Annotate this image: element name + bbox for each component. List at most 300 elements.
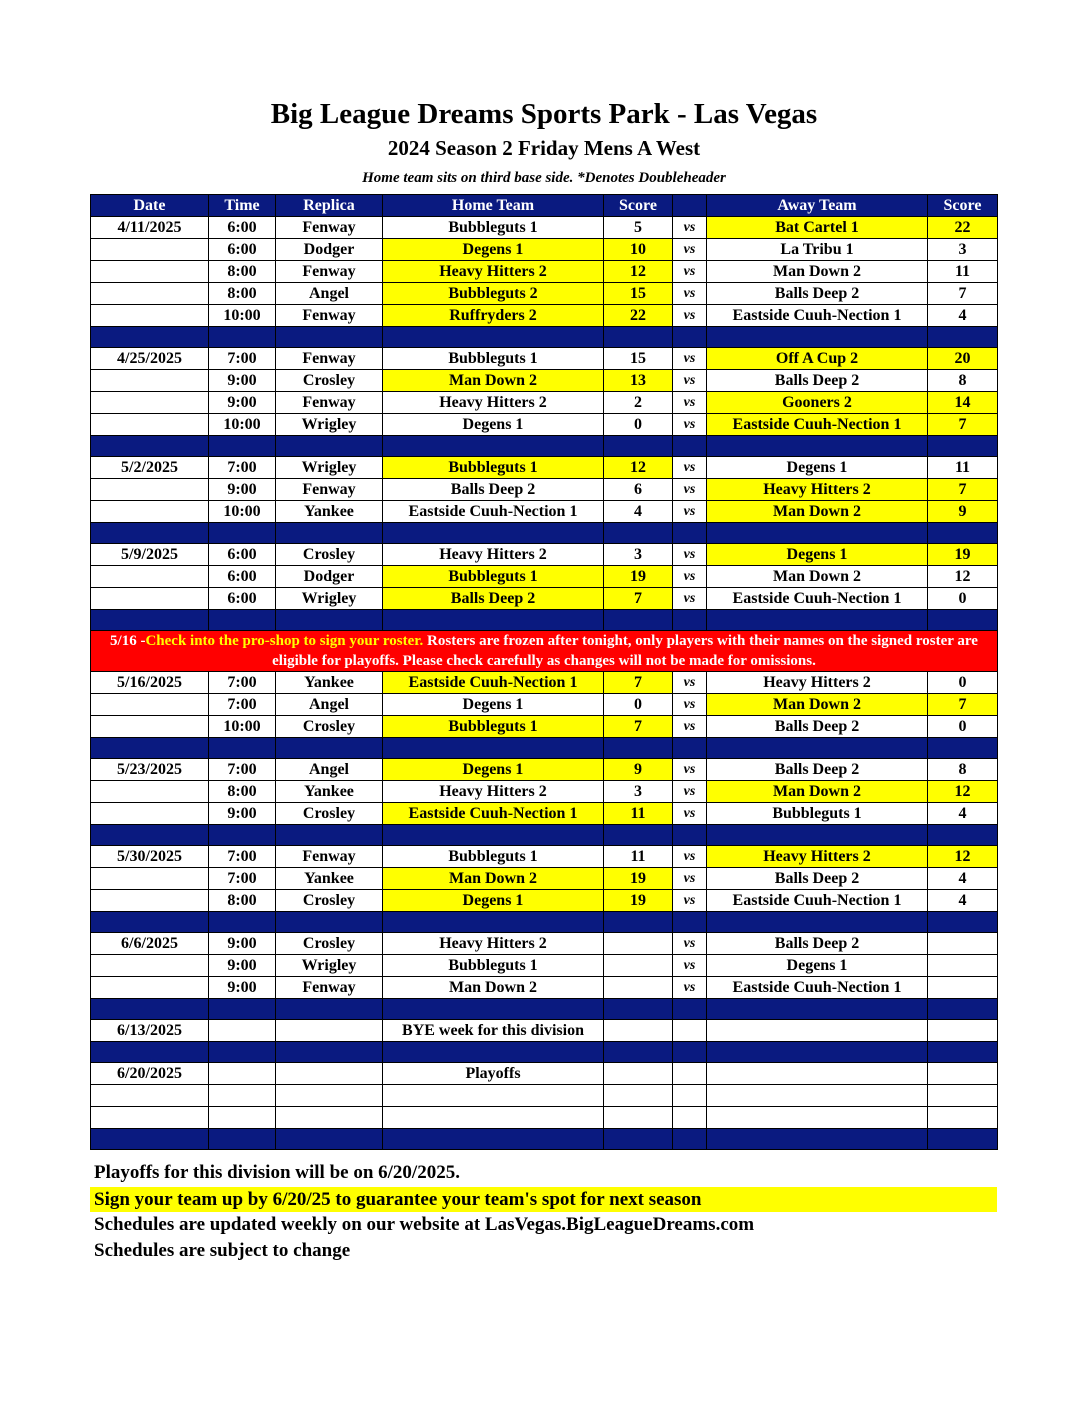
vs-label: vs bbox=[673, 261, 707, 283]
notice-date: 5/16 - bbox=[110, 633, 146, 649]
separator-cell bbox=[209, 999, 276, 1020]
separator-cell bbox=[604, 436, 673, 457]
separator-cell bbox=[604, 912, 673, 933]
away-team: Gooners 2 bbox=[707, 392, 928, 414]
separator-cell bbox=[276, 1129, 383, 1150]
game-time: 6:00 bbox=[209, 588, 276, 610]
week-separator-row bbox=[91, 912, 998, 933]
week-separator-row bbox=[91, 610, 998, 631]
away-score bbox=[928, 1085, 998, 1107]
game-time: 8:00 bbox=[209, 261, 276, 283]
game-field: Fenway bbox=[276, 305, 383, 327]
home-score bbox=[604, 1020, 673, 1042]
game-field: Fenway bbox=[276, 261, 383, 283]
game-field: Crosley bbox=[276, 890, 383, 912]
away-score: 0 bbox=[928, 716, 998, 738]
game-time: 6:00 bbox=[209, 239, 276, 261]
away-team: Heavy Hitters 2 bbox=[707, 479, 928, 501]
away-score: 8 bbox=[928, 370, 998, 392]
separator-cell bbox=[91, 738, 209, 759]
game-date bbox=[91, 305, 209, 327]
game-row bbox=[91, 544, 998, 566]
game-field: Dodger bbox=[276, 239, 383, 261]
game-row bbox=[91, 672, 998, 694]
game-field: Yankee bbox=[276, 501, 383, 523]
week-separator-row bbox=[91, 436, 998, 457]
separator-cell bbox=[707, 912, 928, 933]
vs-label: vs bbox=[673, 955, 707, 977]
separator-cell bbox=[209, 436, 276, 457]
col-replica-header: Replica bbox=[276, 195, 383, 217]
vs-label bbox=[673, 1063, 707, 1085]
separator-cell bbox=[673, 610, 707, 631]
game-date: 5/9/2025 bbox=[91, 544, 209, 566]
home-score: 15 bbox=[604, 283, 673, 305]
separator-cell bbox=[91, 610, 209, 631]
home-team: Playoffs bbox=[383, 1063, 604, 1085]
game-row bbox=[91, 457, 998, 479]
separator-cell bbox=[209, 738, 276, 759]
away-team: Eastside Cuuh-Nection 1 bbox=[707, 977, 928, 999]
separator-cell bbox=[928, 436, 998, 457]
game-field: Crosley bbox=[276, 933, 383, 955]
game-row bbox=[91, 781, 998, 803]
game-time: 8:00 bbox=[209, 781, 276, 803]
home-team: Heavy Hitters 2 bbox=[383, 781, 604, 803]
separator-cell bbox=[673, 523, 707, 544]
game-row bbox=[91, 890, 998, 912]
separator-cell bbox=[91, 825, 209, 846]
game-field: Crosley bbox=[276, 716, 383, 738]
separator-cell bbox=[383, 327, 604, 348]
game-field: Wrigley bbox=[276, 457, 383, 479]
away-team: Eastside Cuuh-Nection 1 bbox=[707, 305, 928, 327]
away-team: Man Down 2 bbox=[707, 261, 928, 283]
game-date: 6/20/2025 bbox=[91, 1063, 209, 1085]
away-team bbox=[707, 1107, 928, 1129]
game-row bbox=[91, 239, 998, 261]
home-score bbox=[604, 955, 673, 977]
separator-cell bbox=[673, 999, 707, 1020]
game-row bbox=[91, 955, 998, 977]
away-team: La Tribu 1 bbox=[707, 239, 928, 261]
home-score bbox=[604, 1085, 673, 1107]
away-score: 20 bbox=[928, 348, 998, 370]
game-date bbox=[91, 694, 209, 716]
home-score: 7 bbox=[604, 672, 673, 694]
game-date bbox=[91, 955, 209, 977]
col-time-header: Time bbox=[209, 195, 276, 217]
game-time: 7:00 bbox=[209, 868, 276, 890]
vs-label: vs bbox=[673, 544, 707, 566]
game-row bbox=[91, 305, 998, 327]
separator-cell bbox=[276, 523, 383, 544]
separator-cell bbox=[707, 738, 928, 759]
roster-notice-row bbox=[91, 631, 998, 672]
home-score: 22 bbox=[604, 305, 673, 327]
game-row bbox=[91, 1085, 998, 1107]
game-field: Crosley bbox=[276, 803, 383, 825]
vs-label: vs bbox=[673, 781, 707, 803]
col-date-header: Date bbox=[91, 195, 209, 217]
home-score: 9 bbox=[604, 759, 673, 781]
week-separator-row bbox=[91, 1042, 998, 1063]
away-score: 12 bbox=[928, 846, 998, 868]
separator-cell bbox=[276, 912, 383, 933]
away-team: Man Down 2 bbox=[707, 501, 928, 523]
game-time: 7:00 bbox=[209, 348, 276, 370]
separator-cell bbox=[604, 610, 673, 631]
away-score: 4 bbox=[928, 803, 998, 825]
game-time: 9:00 bbox=[209, 977, 276, 999]
separator-cell bbox=[383, 738, 604, 759]
game-field: Yankee bbox=[276, 672, 383, 694]
away-team: Bat Cartel 1 bbox=[707, 217, 928, 239]
away-team: Man Down 2 bbox=[707, 781, 928, 803]
separator-cell bbox=[91, 523, 209, 544]
home-team: Degens 1 bbox=[383, 239, 604, 261]
game-date bbox=[91, 392, 209, 414]
home-team: Eastside Cuuh-Nection 1 bbox=[383, 501, 604, 523]
game-time: 10:00 bbox=[209, 716, 276, 738]
separator-cell bbox=[707, 436, 928, 457]
separator-cell bbox=[707, 523, 928, 544]
away-team: Degens 1 bbox=[707, 544, 928, 566]
separator-cell bbox=[707, 825, 928, 846]
vs-label: vs bbox=[673, 846, 707, 868]
away-score: 0 bbox=[928, 672, 998, 694]
header-row bbox=[91, 195, 998, 217]
away-score: 8 bbox=[928, 759, 998, 781]
separator-cell bbox=[673, 436, 707, 457]
separator-cell bbox=[928, 1129, 998, 1150]
page-note: Home team sits on third base side. *Denotes Doubleheader bbox=[362, 170, 726, 186]
home-score bbox=[604, 1107, 673, 1129]
game-date: 5/30/2025 bbox=[91, 846, 209, 868]
home-score: 19 bbox=[604, 868, 673, 890]
home-team: Eastside Cuuh-Nection 1 bbox=[383, 803, 604, 825]
game-date: 6/13/2025 bbox=[91, 1020, 209, 1042]
home-score: 11 bbox=[604, 846, 673, 868]
game-time: 10:00 bbox=[209, 414, 276, 436]
game-date bbox=[91, 1107, 209, 1129]
vs-label: vs bbox=[673, 348, 707, 370]
home-team: Degens 1 bbox=[383, 694, 604, 716]
separator-cell bbox=[928, 825, 998, 846]
game-date bbox=[91, 566, 209, 588]
home-score: 0 bbox=[604, 414, 673, 436]
home-team: Bubbleguts 1 bbox=[383, 955, 604, 977]
separator-cell bbox=[276, 327, 383, 348]
home-team: Man Down 2 bbox=[383, 868, 604, 890]
game-time: 9:00 bbox=[209, 933, 276, 955]
separator-cell bbox=[383, 610, 604, 631]
col-away-score-header: Score bbox=[928, 195, 998, 217]
separator-cell bbox=[383, 1042, 604, 1063]
separator-cell bbox=[383, 523, 604, 544]
vs-label: vs bbox=[673, 566, 707, 588]
game-field: Fenway bbox=[276, 977, 383, 999]
separator-cell bbox=[707, 610, 928, 631]
away-score bbox=[928, 1020, 998, 1042]
separator-cell bbox=[928, 1042, 998, 1063]
separator-cell bbox=[928, 738, 998, 759]
away-team: Eastside Cuuh-Nection 1 bbox=[707, 414, 928, 436]
notice-highlight: Check into the pro-shop to sign your roster. bbox=[145, 633, 424, 649]
game-row bbox=[91, 479, 998, 501]
separator-cell bbox=[276, 1042, 383, 1063]
game-time: 6:00 bbox=[209, 566, 276, 588]
game-field: Wrigley bbox=[276, 955, 383, 977]
game-time: 9:00 bbox=[209, 479, 276, 501]
home-score bbox=[604, 933, 673, 955]
game-field: Angel bbox=[276, 759, 383, 781]
separator-cell bbox=[209, 1042, 276, 1063]
game-date bbox=[91, 283, 209, 305]
separator-cell bbox=[91, 1129, 209, 1150]
game-date bbox=[91, 588, 209, 610]
game-date bbox=[91, 803, 209, 825]
away-team: Heavy Hitters 2 bbox=[707, 846, 928, 868]
away-team: Eastside Cuuh-Nection 1 bbox=[707, 588, 928, 610]
game-date bbox=[91, 716, 209, 738]
vs-label: vs bbox=[673, 933, 707, 955]
away-score: 0 bbox=[928, 588, 998, 610]
home-team: Man Down 2 bbox=[383, 977, 604, 999]
game-date bbox=[91, 501, 209, 523]
separator-cell bbox=[673, 1042, 707, 1063]
separator-cell bbox=[604, 523, 673, 544]
game-date bbox=[91, 868, 209, 890]
away-team: Degens 1 bbox=[707, 457, 928, 479]
separator-cell bbox=[928, 523, 998, 544]
game-field bbox=[276, 1107, 383, 1129]
vs-label: vs bbox=[673, 890, 707, 912]
game-date bbox=[91, 1085, 209, 1107]
separator-cell bbox=[91, 999, 209, 1020]
separator-cell bbox=[928, 999, 998, 1020]
vs-label: vs bbox=[673, 672, 707, 694]
home-score bbox=[604, 1063, 673, 1085]
game-time bbox=[209, 1085, 276, 1107]
away-score: 4 bbox=[928, 868, 998, 890]
separator-cell bbox=[604, 825, 673, 846]
vs-label: vs bbox=[673, 479, 707, 501]
away-score: 4 bbox=[928, 305, 998, 327]
away-score: 19 bbox=[928, 544, 998, 566]
game-time: 7:00 bbox=[209, 846, 276, 868]
away-team: Balls Deep 2 bbox=[707, 759, 928, 781]
game-row bbox=[91, 1020, 998, 1042]
away-score bbox=[928, 1063, 998, 1085]
away-team: Off A Cup 2 bbox=[707, 348, 928, 370]
away-score: 7 bbox=[928, 694, 998, 716]
game-time bbox=[209, 1020, 276, 1042]
game-time: 7:00 bbox=[209, 457, 276, 479]
separator-cell bbox=[91, 912, 209, 933]
away-score: 7 bbox=[928, 479, 998, 501]
separator-cell bbox=[673, 825, 707, 846]
home-score: 6 bbox=[604, 479, 673, 501]
game-field: Dodger bbox=[276, 566, 383, 588]
game-row bbox=[91, 392, 998, 414]
vs-label: vs bbox=[673, 759, 707, 781]
separator-cell bbox=[209, 825, 276, 846]
separator-cell bbox=[383, 999, 604, 1020]
away-team: Man Down 2 bbox=[707, 694, 928, 716]
away-team: Balls Deep 2 bbox=[707, 933, 928, 955]
away-team: Balls Deep 2 bbox=[707, 283, 928, 305]
home-score: 12 bbox=[604, 457, 673, 479]
game-field: Wrigley bbox=[276, 588, 383, 610]
game-row bbox=[91, 1063, 998, 1085]
game-field: Fenway bbox=[276, 348, 383, 370]
separator-cell bbox=[91, 1042, 209, 1063]
game-field: Wrigley bbox=[276, 414, 383, 436]
game-field: Fenway bbox=[276, 479, 383, 501]
game-date: 6/6/2025 bbox=[91, 933, 209, 955]
away-team bbox=[707, 1020, 928, 1042]
game-date bbox=[91, 890, 209, 912]
home-score: 2 bbox=[604, 392, 673, 414]
game-row bbox=[91, 588, 998, 610]
away-team: Degens 1 bbox=[707, 955, 928, 977]
away-score: 7 bbox=[928, 414, 998, 436]
separator-cell bbox=[707, 327, 928, 348]
home-score bbox=[604, 977, 673, 999]
game-date: 5/2/2025 bbox=[91, 457, 209, 479]
home-team: Bubbleguts 1 bbox=[383, 457, 604, 479]
game-time: 6:00 bbox=[209, 544, 276, 566]
home-team: Heavy Hitters 2 bbox=[383, 261, 604, 283]
game-row bbox=[91, 977, 998, 999]
separator-cell bbox=[604, 738, 673, 759]
home-team: Degens 1 bbox=[383, 414, 604, 436]
home-team: Bubbleguts 1 bbox=[383, 217, 604, 239]
vs-label: vs bbox=[673, 283, 707, 305]
game-time: 7:00 bbox=[209, 672, 276, 694]
separator-cell bbox=[276, 436, 383, 457]
home-team: Eastside Cuuh-Nection 1 bbox=[383, 672, 604, 694]
home-team: Degens 1 bbox=[383, 890, 604, 912]
game-time: 6:00 bbox=[209, 217, 276, 239]
away-score: 12 bbox=[928, 566, 998, 588]
game-row bbox=[91, 348, 998, 370]
separator-cell bbox=[604, 999, 673, 1020]
game-time: 8:00 bbox=[209, 890, 276, 912]
game-row bbox=[91, 933, 998, 955]
game-time: 9:00 bbox=[209, 803, 276, 825]
separator-cell bbox=[209, 610, 276, 631]
game-field: Fenway bbox=[276, 217, 383, 239]
home-team: Heavy Hitters 2 bbox=[383, 544, 604, 566]
home-team: Heavy Hitters 2 bbox=[383, 933, 604, 955]
game-row bbox=[91, 501, 998, 523]
vs-label: vs bbox=[673, 716, 707, 738]
separator-cell bbox=[91, 436, 209, 457]
game-row bbox=[91, 283, 998, 305]
away-score: 22 bbox=[928, 217, 998, 239]
vs-label: vs bbox=[673, 414, 707, 436]
vs-label: vs bbox=[673, 694, 707, 716]
game-row bbox=[91, 370, 998, 392]
page-subtitle: 2024 Season 2 Friday Mens A West bbox=[387, 136, 701, 160]
game-date bbox=[91, 414, 209, 436]
game-row bbox=[91, 694, 998, 716]
game-row bbox=[91, 261, 998, 283]
vs-label: vs bbox=[673, 501, 707, 523]
vs-label: vs bbox=[673, 305, 707, 327]
separator-cell bbox=[209, 523, 276, 544]
separator-cell bbox=[383, 1129, 604, 1150]
game-date: 4/25/2025 bbox=[91, 348, 209, 370]
separator-cell bbox=[209, 327, 276, 348]
away-team bbox=[707, 1085, 928, 1107]
game-field: Fenway bbox=[276, 846, 383, 868]
week-separator-row bbox=[91, 738, 998, 759]
home-score: 10 bbox=[604, 239, 673, 261]
week-separator-row bbox=[91, 999, 998, 1020]
home-score: 7 bbox=[604, 588, 673, 610]
away-score bbox=[928, 933, 998, 955]
home-team: Bubbleguts 2 bbox=[383, 283, 604, 305]
game-time: 9:00 bbox=[209, 392, 276, 414]
game-field bbox=[276, 1085, 383, 1107]
separator-cell bbox=[673, 912, 707, 933]
game-row bbox=[91, 759, 998, 781]
home-score: 12 bbox=[604, 261, 673, 283]
game-date bbox=[91, 977, 209, 999]
game-date: 5/16/2025 bbox=[91, 672, 209, 694]
away-score: 4 bbox=[928, 890, 998, 912]
home-team: Bubbleguts 1 bbox=[383, 348, 604, 370]
separator-cell bbox=[928, 610, 998, 631]
home-score: 0 bbox=[604, 694, 673, 716]
separator-cell bbox=[91, 327, 209, 348]
away-score: 11 bbox=[928, 261, 998, 283]
week-separator-row bbox=[91, 1129, 998, 1150]
game-row bbox=[91, 414, 998, 436]
game-field: Angel bbox=[276, 694, 383, 716]
home-team: Bubbleguts 1 bbox=[383, 716, 604, 738]
home-team: Man Down 2 bbox=[383, 370, 604, 392]
separator-cell bbox=[604, 1042, 673, 1063]
game-row bbox=[91, 803, 998, 825]
game-field: Yankee bbox=[276, 781, 383, 803]
home-score: 15 bbox=[604, 348, 673, 370]
home-score: 5 bbox=[604, 217, 673, 239]
game-row bbox=[91, 716, 998, 738]
game-field: Angel bbox=[276, 283, 383, 305]
separator-cell bbox=[928, 327, 998, 348]
game-time: 8:00 bbox=[209, 283, 276, 305]
vs-label: vs bbox=[673, 803, 707, 825]
notice-text: Rosters are frozen after tonight, only players with their names on the signed roster are eligible for playoffs. Please check carefully as changes will not be made for omissions. bbox=[272, 633, 978, 669]
away-score: 9 bbox=[928, 501, 998, 523]
away-team: Balls Deep 2 bbox=[707, 716, 928, 738]
footer-playoffs-note: Playoffs for this division will be on 6/20/2025. bbox=[94, 1162, 460, 1183]
vs-label: vs bbox=[673, 239, 707, 261]
home-score: 3 bbox=[604, 781, 673, 803]
away-score bbox=[928, 977, 998, 999]
separator-cell bbox=[383, 912, 604, 933]
game-time: 7:00 bbox=[209, 759, 276, 781]
vs-label: vs bbox=[673, 392, 707, 414]
away-score: 12 bbox=[928, 781, 998, 803]
home-team: Balls Deep 2 bbox=[383, 479, 604, 501]
col-home-team-header: Home Team bbox=[383, 195, 604, 217]
away-team: Bubbleguts 1 bbox=[707, 803, 928, 825]
